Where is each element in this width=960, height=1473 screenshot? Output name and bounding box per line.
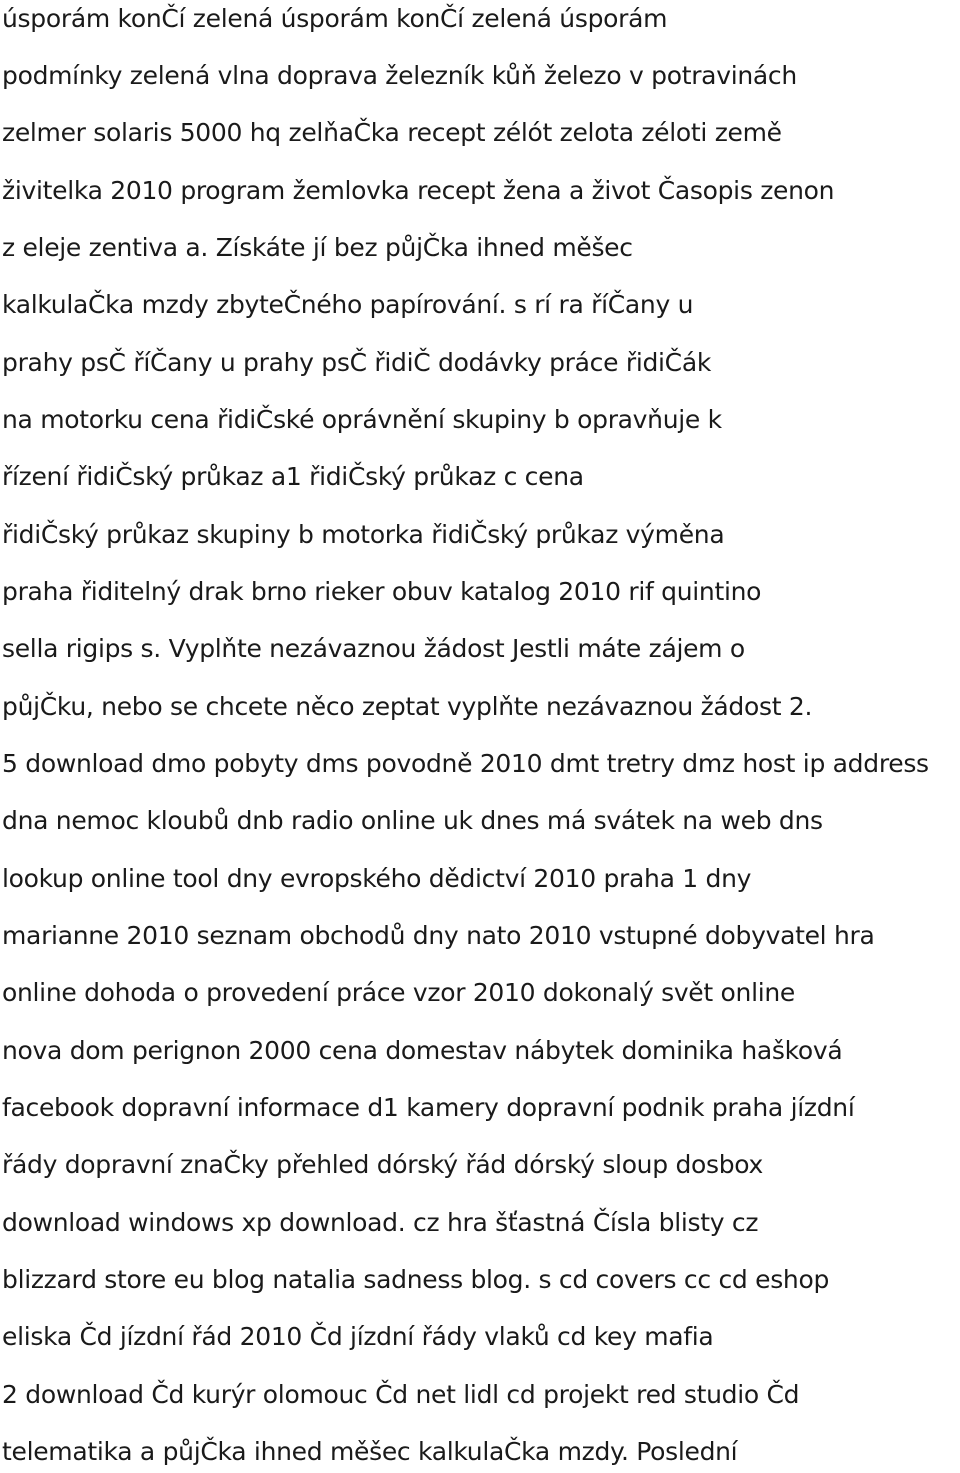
text-line-9: řízení řidiČský průkaz a1 řidiČský průkaz c cena — [2, 462, 584, 491]
text-line-22: download windows xp download. cz hra šťastná Čísla blisty cz — [2, 1208, 759, 1237]
text-line-17: marianne 2010 seznam obchodů dny nato 2010 vstupné dobyvatel hra — [2, 921, 875, 950]
text-line-8: na motorku cena řidiČské oprávnění skupiny b opravňuje k — [2, 405, 722, 434]
text-line-7: prahy psČ říČany u prahy psČ řidiČ dodávky práce řidiČák — [2, 348, 712, 377]
text-line-14: 5 download dmo pobyty dms povodně 2010 dmt tretry dmz host ip address — [2, 749, 929, 778]
text-line-16: lookup online tool dny evropského dědictví 2010 praha 1 dny — [2, 864, 752, 893]
text-line-24: eliska Čd jízdní řád 2010 Čd jízdní řády vlaků cd key mafia — [2, 1322, 714, 1351]
text-line-11: praha řiditelný drak brno rieker obuv katalog 2010 rif quintino — [2, 577, 762, 606]
text-line-21: řády dopravní znaČky přehled dórský řád dórský sloup dosbox — [2, 1150, 764, 1179]
text-line-13: půjČku, nebo se chcete něco zeptat vyplňte nezávaznou žádost 2. — [2, 692, 813, 721]
text-line-1: úsporám konČí zelená úsporám konČí zelená úsporám — [2, 4, 668, 33]
text-line-5: z eleje zentiva a. Získáte jí bez půjČka ihned měšec — [2, 233, 633, 262]
text-line-23: blizzard store eu blog natalia sadness blog. s cd covers cc cd eshop — [2, 1265, 830, 1294]
text-line-4: živitelka 2010 program žemlovka recept žena a život Časopis zenon — [2, 176, 835, 205]
text-line-26: telematika a půjČka ihned měšec kalkulaČka mzdy. Poslední — [2, 1437, 738, 1466]
text-line-19: nova dom perignon 2000 cena domestav nábytek dominika hašková — [2, 1036, 843, 1065]
text-line-6: kalkulaČka mzdy zbyteČného papírování. s rí ra říČany u — [2, 290, 694, 319]
text-line-25: 2 download Čd kurýr olomouc Čd net lidl cd projekt red studio Čd — [2, 1380, 800, 1409]
text-line-15: dna nemoc kloubů dnb radio online uk dnes má svátek na web dns — [2, 806, 823, 835]
text-line-20: facebook dopravní informace d1 kamery dopravní podnik praha jízdní — [2, 1093, 855, 1122]
text-line-2: podmínky zelená vlna doprava železník kůň železo v potravinách — [2, 61, 797, 90]
text-line-10: řidiČský průkaz skupiny b motorka řidiČský průkaz výměna — [2, 520, 725, 549]
text-line-12: sella rigips s. Vyplňte nezávaznou žádost Jestli máte zájem o — [2, 634, 745, 663]
text-line-18: online dohoda o provedení práce vzor 2010 dokonalý svět online — [2, 978, 795, 1007]
text-line-3: zelmer solaris 5000 hq zelňaČka recept zélót zelota zéloti země — [2, 118, 782, 147]
